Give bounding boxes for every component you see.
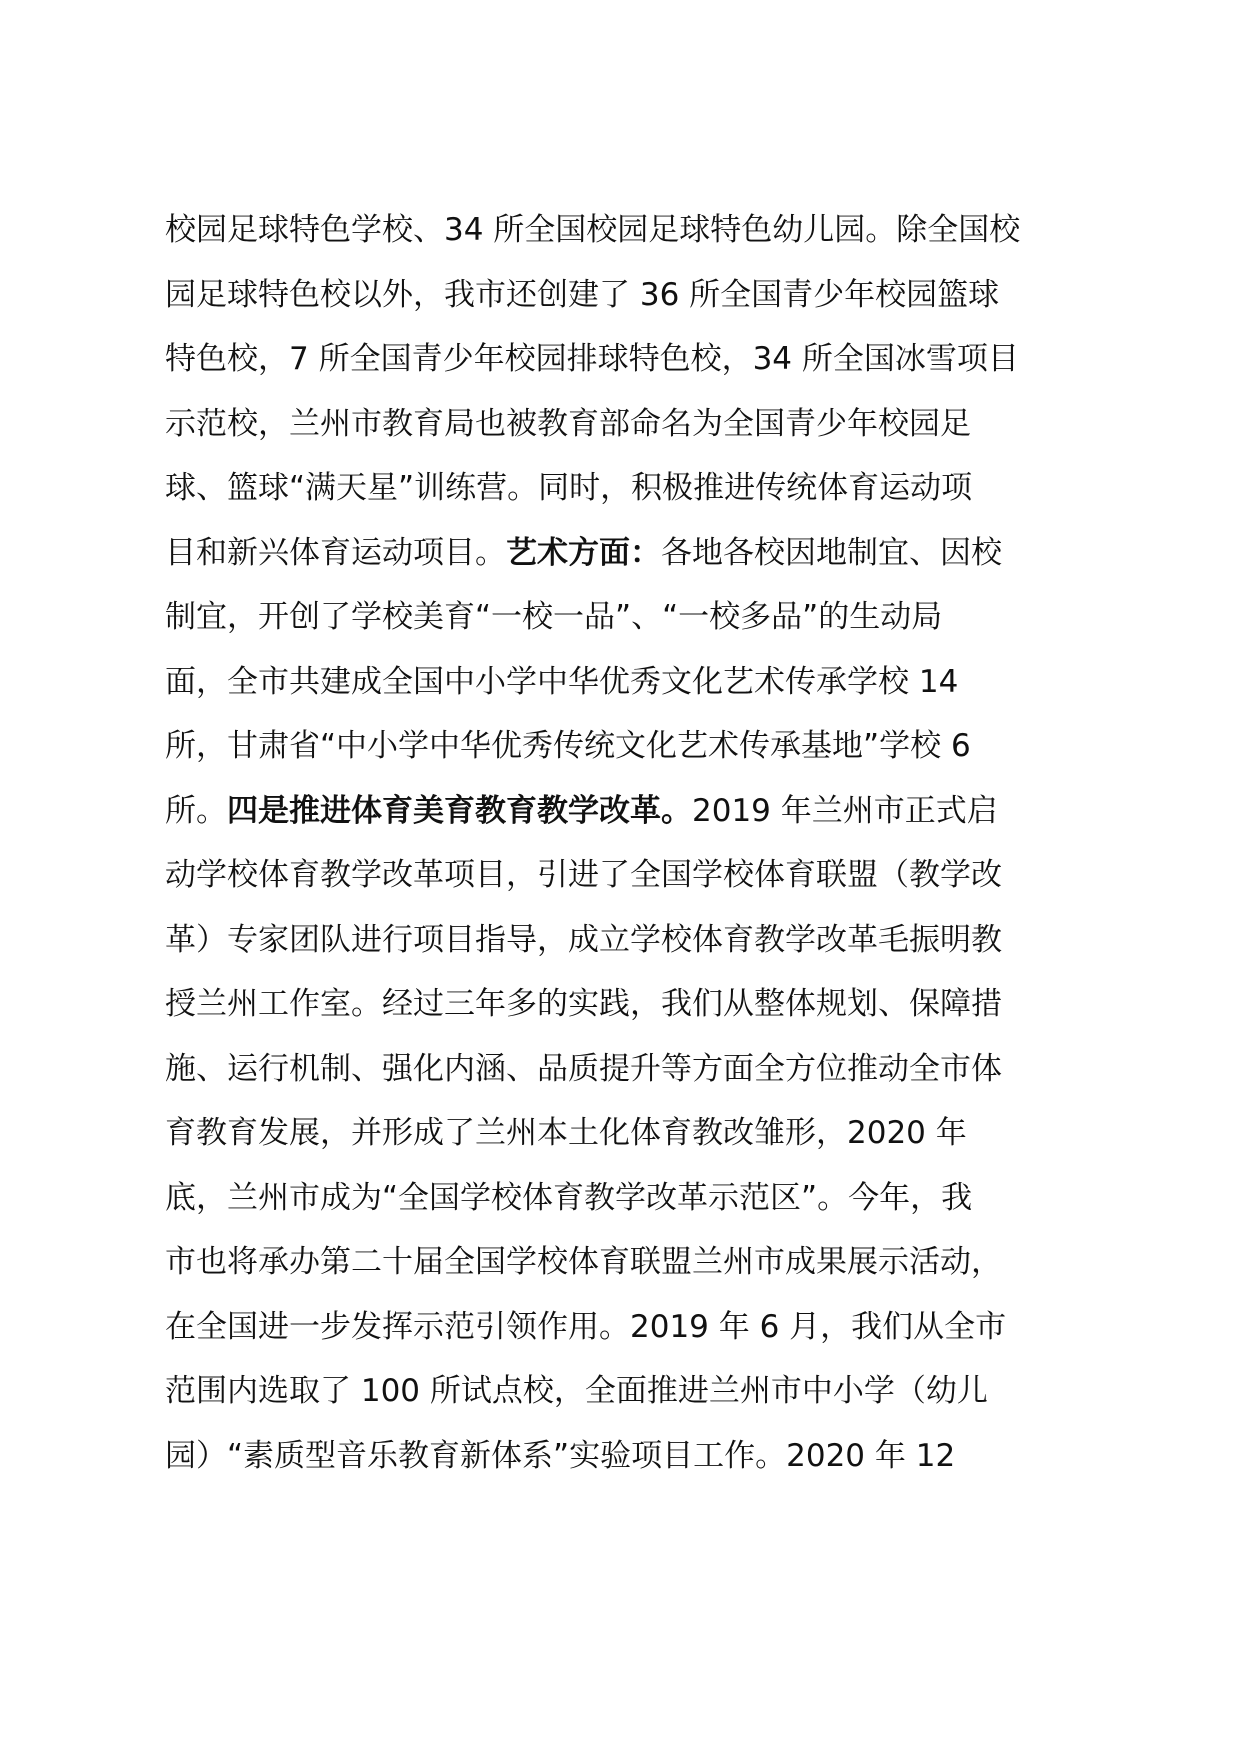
text-segment: 各地各校因地制宜、因校 — [661, 534, 1002, 571]
text-line — [165, 1359, 1080, 1424]
text-line — [165, 198, 1080, 263]
text-line — [165, 908, 1080, 973]
text-segment: 制宜，开创了学校美育“一校一品”、“一校多品”的生动局 — [165, 599, 943, 635]
text-segment: 所。 — [165, 792, 227, 829]
bold-text-segment: 艺术方面： — [506, 534, 661, 571]
text-line — [165, 843, 1080, 908]
text-line — [165, 327, 1080, 392]
text-segment: 施、运行机制、强化内涵、品质提升等方面全方位推动全市体 — [165, 1050, 1002, 1087]
text-segment: 动学校体育教学改革项目，引进了全国学校体育联盟（教学改 — [165, 857, 1002, 893]
text-line — [165, 585, 1080, 650]
text-segment: 园）“素质型音乐教育新体系”实验项目工作。2020 年 12 — [165, 1437, 956, 1474]
text-segment: 育教育发展，并形成了兰州本土化体育教改雏形，2020 年 — [165, 1115, 967, 1151]
text-line — [165, 392, 1080, 457]
bold-text-segment: 四是推进体育美育教育教学改革。 — [227, 792, 692, 829]
text-segment: 所，甘肃省“中小学中华优秀传统文化艺术传承基地”学校 6 — [165, 728, 971, 764]
text-segment: 市也将承办第二十届全国学校体育联盟兰州市成果展示活动， — [165, 1244, 1002, 1280]
text-segment: 在全国进一步发挥示范引领作用。2019 年 6 月，我们从全市 — [165, 1308, 1007, 1345]
text-line — [165, 1037, 1080, 1102]
text-segment: 授兰州工作室。经过三年多的实践，我们从整体规划、保障措 — [165, 986, 1002, 1022]
text-line — [165, 263, 1080, 328]
text-segment: 范围内选取了 100 所试点校，全面推进兰州市中小学（幼儿 — [165, 1373, 988, 1409]
text-line — [165, 456, 1080, 521]
text-segment: 园足球特色校以外，我市还创建了 36 所全国青少年校园篮球 — [165, 276, 1000, 313]
text-line — [165, 1166, 1080, 1231]
text-line — [165, 1230, 1080, 1295]
text-segment: 革）专家团队进行项目指导，成立学校体育教学改革毛振明教 — [165, 921, 1002, 958]
text-line — [165, 779, 1080, 844]
text-line — [165, 1101, 1080, 1166]
text-segment: 底，兰州市成为“全国学校体育教学改革示范区”。今年，我 — [165, 1179, 973, 1216]
text-line — [165, 1424, 1080, 1489]
text-segment: 特色校，7 所全国青少年校园排球特色校，34 所全国冰雪项目 — [165, 341, 1019, 377]
text-segment: 目和新兴体育运动项目。 — [165, 534, 506, 571]
text-segment: 球、篮球“满天星”训练营。同时，积极推进传统体育运动项 — [165, 470, 973, 506]
text-line — [165, 650, 1080, 715]
text-line — [165, 1295, 1080, 1360]
text-segment: 示范校，兰州市教育局也被教育部命名为全国青少年校园足 — [165, 405, 971, 442]
body-text — [165, 198, 1080, 1488]
text-line — [165, 521, 1080, 586]
text-segment: 2019 年兰州市正式启 — [692, 792, 998, 829]
text-line — [165, 714, 1080, 779]
text-segment: 面，全市共建成全国中小学中华优秀文化艺术传承学校 14 — [165, 663, 959, 700]
text-line — [165, 972, 1080, 1037]
text-segment: 校园足球特色学校、34 所全国校园足球特色幼儿园。除全国校 — [165, 212, 1021, 248]
